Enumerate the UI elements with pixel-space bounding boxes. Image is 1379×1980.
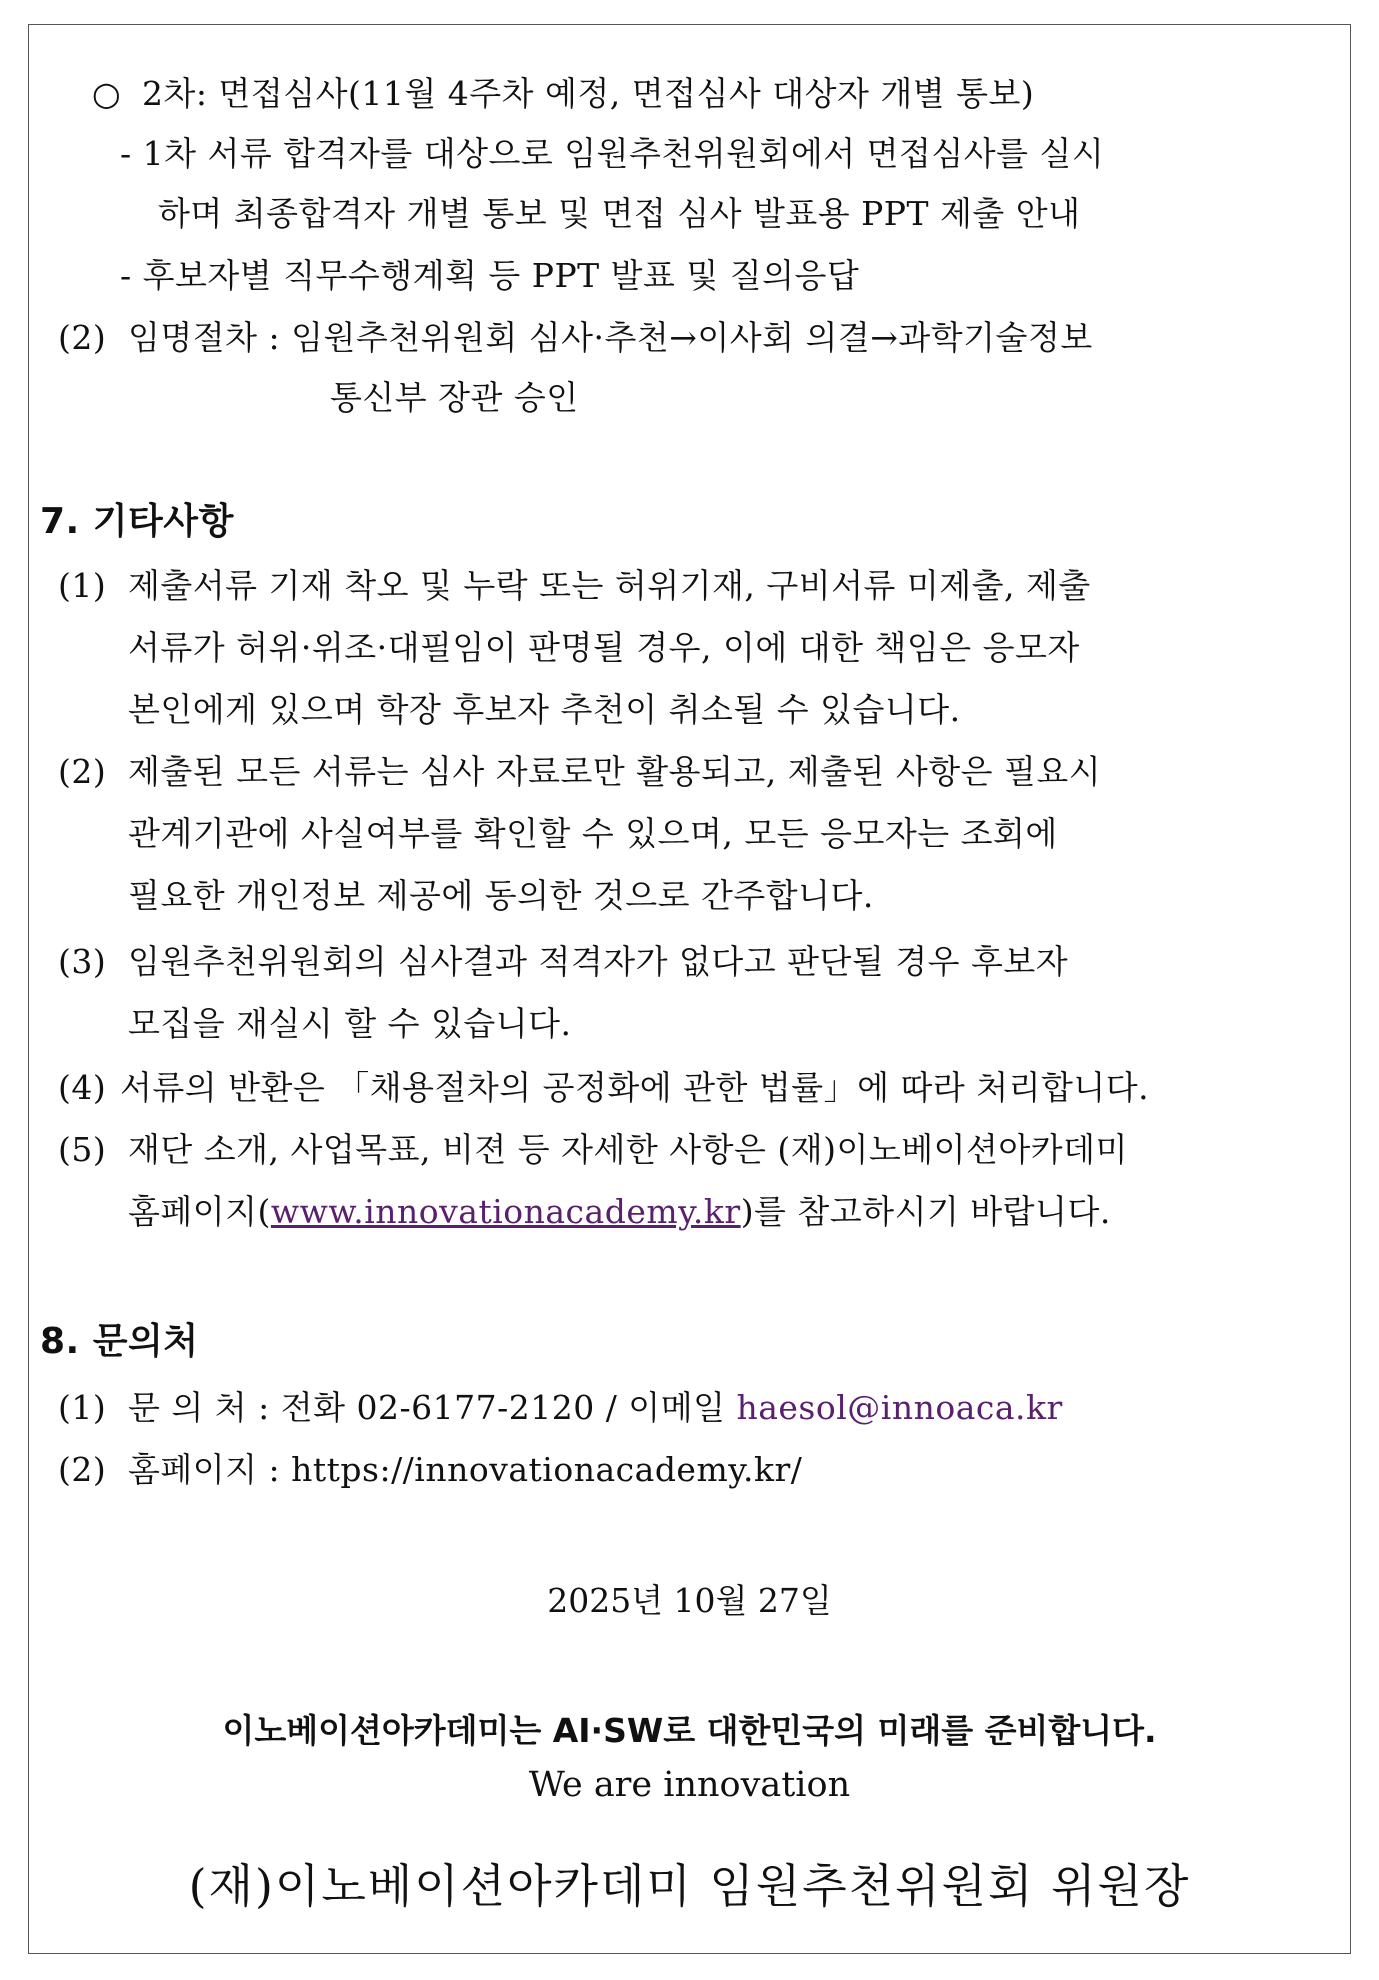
item-1-line-3: 본인에게 있으며 학장 후보자 추천이 취소될 수 있습니다.: [128, 690, 961, 729]
item-4-number: (4): [58, 1068, 107, 1107]
item-1-line-2: 서류가 허위·위조·대필임이 판명될 경우, 이에 대한 책임은 응모자: [128, 628, 1080, 667]
item-5-line-1: 재단 소개, 사업목표, 비젼 등 자세한 사항은 (재)이노베이션아카데미: [128, 1130, 1128, 1169]
appoint-procedure: 임명절차 : 임원추천위원회 심사·추천→이사회 의결→과학기술정보: [128, 318, 1093, 357]
document-date: 2025년 10월 27일: [547, 1581, 832, 1620]
item-1-line-1: 제출서류 기재 착오 및 누락 또는 허위기재, 구비서류 미제출, 제출: [128, 566, 1091, 605]
contact-phone-email: [128, 1388, 1063, 1428]
round2-detail-1a: - 1차 서류 합격자를 대상으로 임원추천위원회에서 면접심사를 실시: [120, 134, 1105, 173]
item-3-number: (3): [58, 942, 107, 981]
contact-homepage: 홈페이지 : https://innovationacademy.kr/: [128, 1450, 803, 1489]
round2-detail-2: - 후보자별 직무수행계획 등 PPT 발표 및 질의응답: [120, 256, 860, 295]
section-8-heading: 8. 문의처: [40, 1321, 199, 1362]
item-3-line-2: 모집을 재실시 할 수 있습니다.: [128, 1004, 572, 1043]
slogan: 이노베이션아카데미는 AI·SW로 대한민국의 미래를 준비합니다.: [222, 1711, 1157, 1750]
contact-label: 문 의 처 : 전화 02-6177-2120 / 이메일: [128, 1388, 726, 1427]
round2-bullet: ○: [92, 74, 122, 113]
page-frame: [28, 24, 1351, 1954]
item-4-line-1: 서류의 반환은 「채용절차의 공정화에 관한 법률」에 따라 처리합니다.: [120, 1068, 1150, 1107]
section-7-heading: 7. 기타사항: [40, 501, 234, 542]
email-link[interactable]: haesol@innoaca.kr: [736, 1388, 1063, 1427]
item-2-line-3: 필요한 개인정보 제공에 동의한 것으로 간주합니다.: [128, 876, 874, 915]
item-5-number: (5): [58, 1130, 107, 1169]
item-3-line-1: 임원추천위원회의 심사결과 적격자가 없다고 판단될 경우 후보자: [128, 942, 1069, 981]
item-5-pre: 홈페이지(: [128, 1192, 271, 1231]
round2-detail-1b: 하며 최종합격자 개별 통보 및 면접 심사 발표용 PPT 제출 안내: [158, 194, 1081, 233]
item-1-number: (1): [58, 566, 107, 605]
item-2-line-1: 제출된 모든 서류는 심사 자료로만 활용되고, 제출된 사항은 필요시: [128, 752, 1102, 791]
item-2-line-2: 관계기관에 사실여부를 확인할 수 있으며, 모든 응모자는 조회에: [128, 814, 1058, 853]
appoint-number: (2): [58, 318, 107, 357]
round2-title: 2차: 면접심사(11월 4주차 예정, 면접심사 대상자 개별 통보): [142, 74, 1035, 113]
item-2-number: (2): [58, 752, 107, 791]
homepage-link[interactable]: www.innovationacademy.kr: [270, 1192, 741, 1231]
contact-1-number: (1): [58, 1388, 107, 1427]
contact-2-number: (2): [58, 1450, 107, 1489]
item-5-line-2: [128, 1192, 1111, 1232]
appoint-procedure-cont: 통신부 장관 승인: [330, 378, 579, 417]
slogan-english: We are innovation: [528, 1765, 851, 1805]
signature: (재)이노베이션아카데미 임원추천위원회 위원장: [188, 1859, 1191, 1913]
item-5-post: )를 참고하시기 바랍니다.: [740, 1192, 1111, 1231]
